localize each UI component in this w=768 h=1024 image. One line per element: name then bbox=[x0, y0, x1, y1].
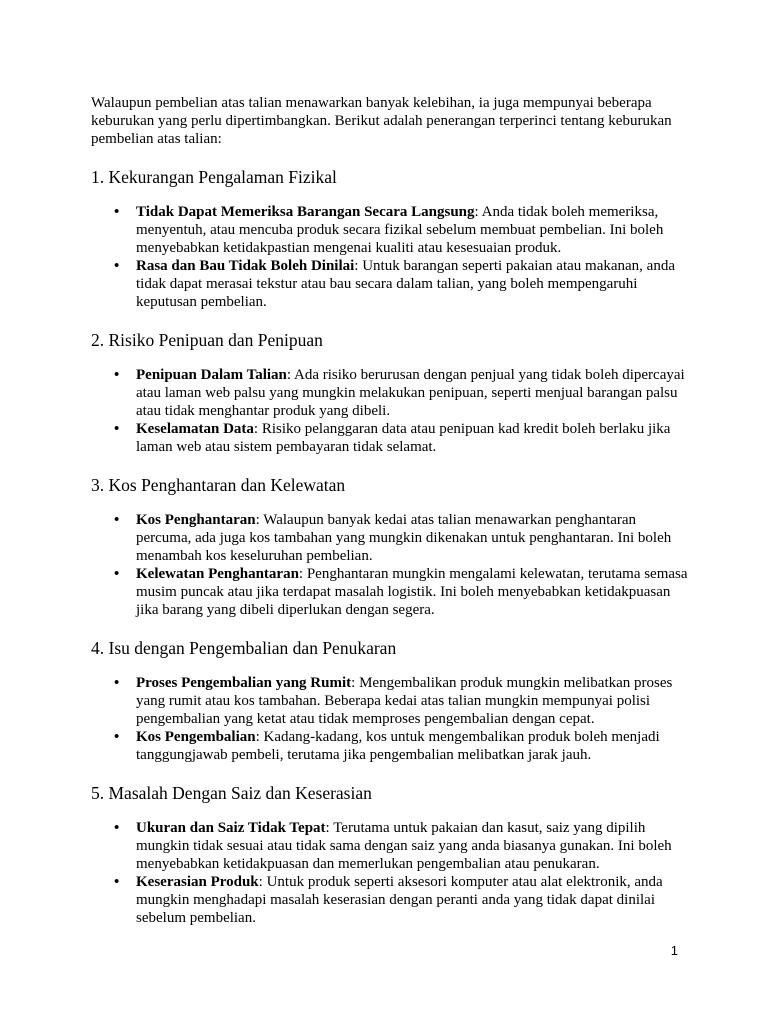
section-heading: 1. Kekurangan Pengalaman Fizikal bbox=[91, 167, 337, 187]
list-item bbox=[114, 873, 691, 927]
page-number: 1 bbox=[670, 943, 678, 958]
list-item-text: : Risiko pelanggaran data atau penipuan kad kredit boleh berlaku jika laman web atau sistem pembayaran tidak selamat. bbox=[136, 421, 671, 455]
bullet-list bbox=[91, 511, 691, 619]
list-item bbox=[114, 511, 691, 565]
list-item bbox=[114, 257, 691, 311]
bullet-icon: • bbox=[114, 566, 120, 582]
bullet-icon: • bbox=[114, 367, 120, 383]
list-item-text: : Penghantaran mungkin mengalami kelewatan, terutama semasa musim puncak atau jika terdapat masalah logistik. Ini boleh menyebabkan ketidakpuasan jika barang yang dibeli diperlukan dengan segera. bbox=[136, 566, 688, 618]
document-body bbox=[91, 94, 691, 927]
list-item-term: Rasa dan Bau Tidak Boleh Dinilai bbox=[136, 258, 355, 274]
list-item-text: : Anda tidak boleh memeriksa, menyentuh, atau mencuba produk secara fizikal sebelum membuat pembelian. Ini boleh menyebabkan ketidakpastian mengenai kualiti atau kesesuaian produk. bbox=[136, 204, 664, 256]
list-item-term: Kos Penghantaran bbox=[136, 512, 256, 528]
list-item-term: Keserasian Produk bbox=[136, 874, 259, 890]
section-heading: 4. Isu dengan Pengembalian dan Penukaran bbox=[91, 638, 397, 658]
list-item-text: : Kadang-kadang, kos untuk mengembalikan produk boleh menjadi tanggungjawab pembeli, terutama jika pengembalian melibatkan jarak jauh. bbox=[136, 729, 660, 763]
intro-paragraph: Walaupun pembelian atas talian menawarkan banyak kelebihan, ia juga mempunyai beberapa keburukan yang perlu dipertimbangkan. Berikut adalah penerangan terperinci tentang keburukan pembelian atas talian: bbox=[91, 95, 672, 147]
list-item bbox=[114, 565, 691, 619]
list-item-text: : Terutama untuk pakaian dan kasut, saiz yang dipilih mungkin tidak sesuai atau tidak sama dengan saiz yang anda biasanya gunakan. Ini boleh menyebabkan ketidakpuasan dan memerlukan pengembalian atau penukaran. bbox=[136, 820, 672, 872]
bullet-icon: • bbox=[114, 421, 120, 437]
list-item-text: : Walaupun banyak kedai atas talian menawarkan penghantaran percuma, ada juga kos tambahan yang mungkin dikenakan untuk penghantaran. Ini boleh menambah kos keseluruhan pembelian. bbox=[136, 512, 672, 564]
list-item-text: : Ada risiko berurusan dengan penjual yang tidak boleh dipercayai atau laman web palsu yang mungkin melakukan penipuan, seperti menjual barangan palsu atau tidak menghantar produk yang dibeli. bbox=[136, 367, 685, 419]
list-item bbox=[114, 203, 691, 257]
bullet-icon: • bbox=[114, 820, 120, 836]
list-item-term: Penipuan Dalam Talian bbox=[136, 367, 287, 383]
bullet-icon: • bbox=[114, 258, 120, 274]
list-item bbox=[114, 366, 691, 420]
bullet-list bbox=[91, 819, 691, 927]
list-item-text: : Mengembalikan produk mungkin melibatkan proses yang rumit atau kos tambahan. Beberapa kedai atas talian mungkin mempunyai polisi pengembalian yang ketat atau tidak memproses pengembalian dengan cepat. bbox=[136, 675, 673, 727]
bullet-icon: • bbox=[114, 512, 120, 528]
list-item-term: Keselamatan Data bbox=[136, 421, 254, 437]
list-item-text: : Untuk barangan seperti pakaian atau makanan, anda tidak dapat merasai tekstur atau bau secara dalam talian, yang boleh mempengaruhi keputusan pembelian. bbox=[136, 258, 675, 310]
bullet-icon: • bbox=[114, 729, 120, 745]
list-item-text: : Untuk produk seperti aksesori komputer atau alat elektronik, anda mungkin menghadapi masalah keserasian dengan peranti anda yang tidak dapat dinilai sebelum pembelian. bbox=[136, 874, 663, 926]
list-item bbox=[114, 728, 691, 764]
bullet-icon: • bbox=[114, 204, 120, 220]
list-item-term: Proses Pengembalian yang Rumit bbox=[136, 675, 352, 691]
section-heading: 2. Risiko Penipuan dan Penipuan bbox=[91, 330, 323, 350]
bullet-list bbox=[91, 366, 691, 456]
bullet-list bbox=[91, 203, 691, 311]
list-item-term: Kos Pengembalian bbox=[136, 729, 256, 745]
section-heading: 3. Kos Penghantaran dan Kelewatan bbox=[91, 475, 346, 495]
list-item bbox=[114, 674, 691, 728]
list-item-term: Ukuran dan Saiz Tidak Tepat bbox=[136, 820, 326, 836]
bullet-icon: • bbox=[114, 675, 120, 691]
list-item bbox=[114, 819, 691, 873]
bullet-icon: • bbox=[114, 874, 120, 890]
list-item bbox=[114, 420, 691, 456]
bullet-list bbox=[91, 674, 691, 764]
list-item-term: Kelewatan Penghantaran bbox=[136, 566, 299, 582]
section-heading: 5. Masalah Dengan Saiz dan Keserasian bbox=[91, 783, 372, 803]
list-item-term: Tidak Dapat Memeriksa Barangan Secara Langsung bbox=[136, 204, 475, 220]
